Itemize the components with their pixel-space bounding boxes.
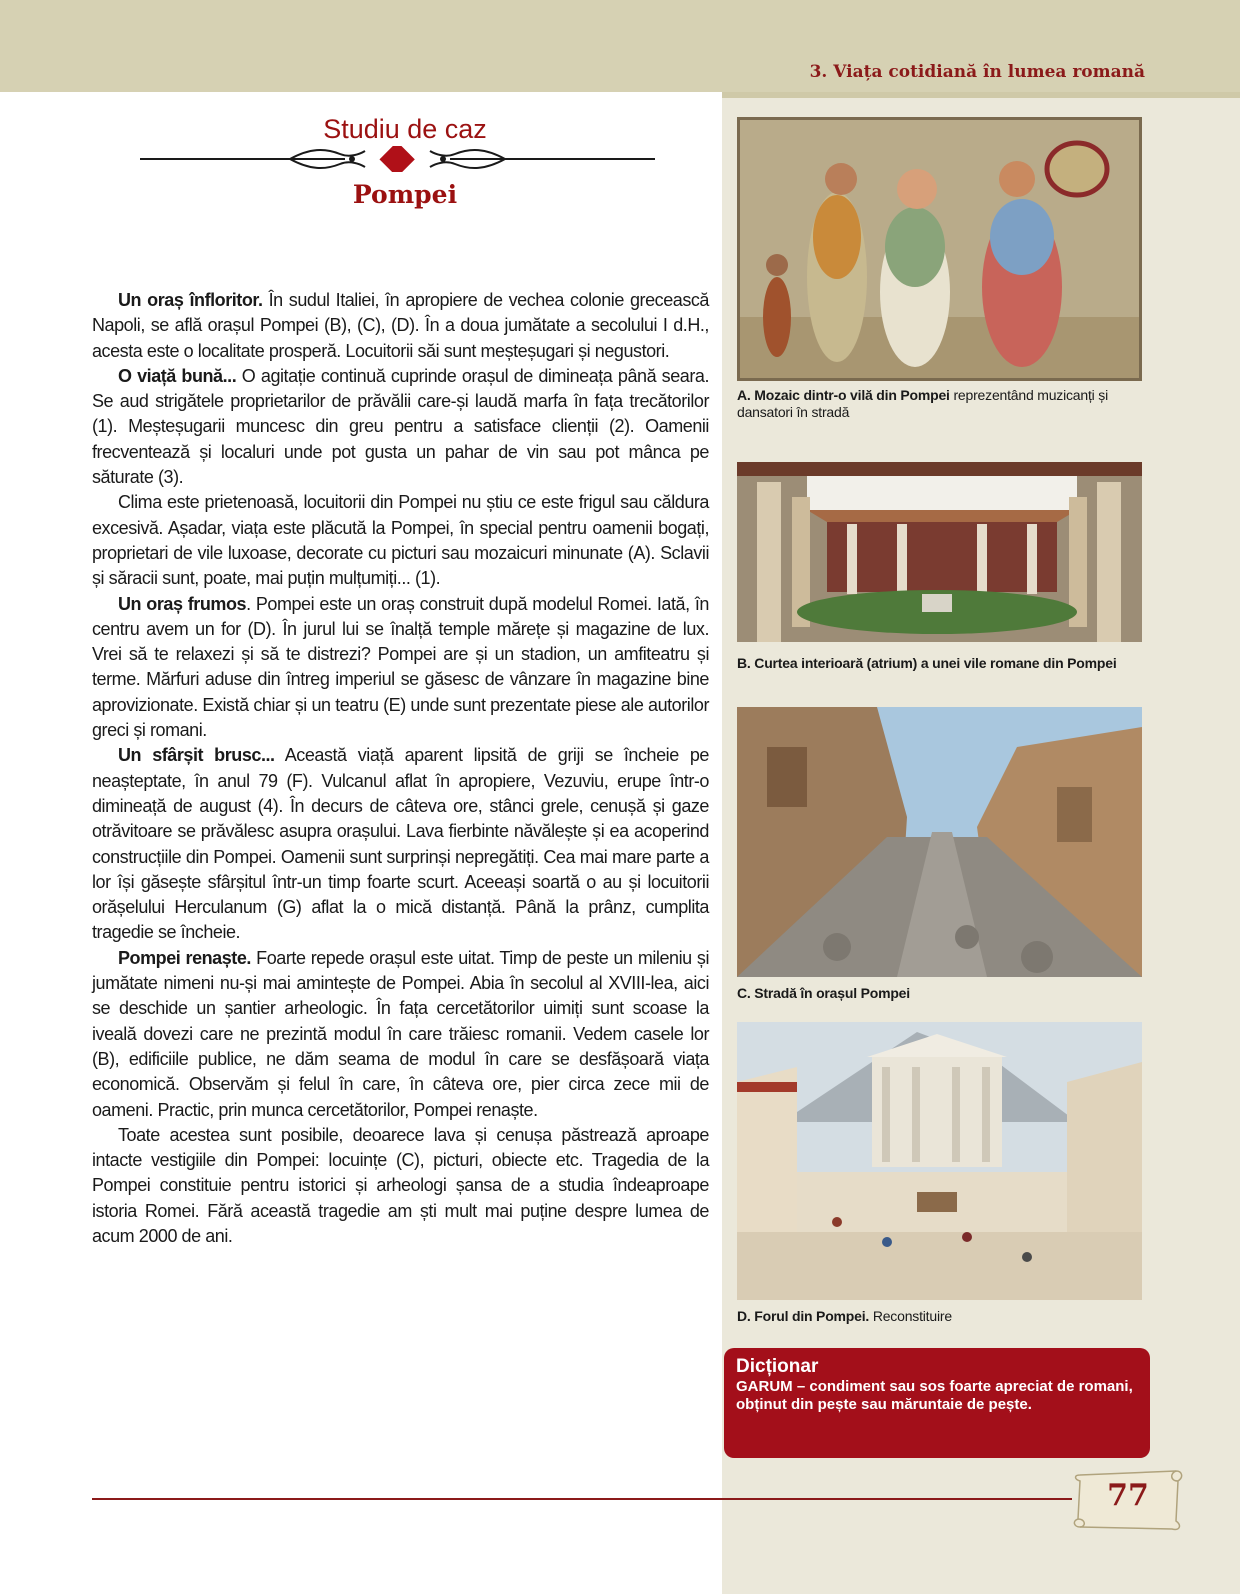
atrium-image [737,462,1142,642]
paragraph: Un oraș înfloritor. În sudul Italiei, în apropiere de vechea colonie grecească Napoli, se află orașul Pompei (B), (C), (D). În a doua jumătate a secolului I d.H., acesta este o localitate prosperă. Locuitorii săi sunt meșteșugari și negustori. [92,290,709,361]
dictionary-title: Dicționar [736,1356,819,1377]
ornament-divider-icon [140,146,655,172]
mosaic-image [737,117,1142,381]
paragraph: Clima este prietenoasă, locuitorii din Pompei nu știu ce este frigul sau căldura excesivă. Așadar, viața este plăcută la Pompei, în special pentru oamenii bogați, proprietari de vile luxoase, decorate cu picturi sau mozaicuri minunate (A). Sclavii și săracii sunt, poate, mai puțin mulțumiți... (1). [92,492,709,589]
page-number: 77 [1107,1478,1149,1513]
figure-caption-a: A. Mozaic dintr-o vilă din Pompei reprezentând muzicanți și dansatori în stradă [737,387,1108,420]
dictionary-box [724,1348,1150,1458]
case-study-label: Studiu de caz [323,114,487,144]
figure-caption-b: B. Curtea interioară (atrium) a unei vile romane din Pompei [737,655,1117,671]
street-image [737,707,1142,977]
paragraph: O viață bună... O agitație continuă cuprinde orașul de dimineața până seara. Se aud strigătele proprietarilor de prăvălii care-și laudă marfa în fața trecătorilor (1). Meșteșugarii muncesc din greu pentru a satisface clienții (2). Oamenii frecventează și localuri unde pot gusta un pahar de vin sau pot mânca pe săturate (3). [92,365,710,488]
paragraph: Toate acestea sunt posibile, deoarece lava și cenușa păstrează aproape intacte vestigiile din Pompei: locuințe (C), picturi, obiecte etc. Tragedia de la Pompei constituie pentru istorici și arheologi șansa de a studia îndeaproape istoria Romei. Fără această tragedie am ști mult mai puține despre lumea de acum 2000 de ani. [92,1124,709,1246]
chapter-title: 3. Viața cotidiană în lumea romană [809,62,1145,82]
figure-caption-d: D. Forul din Pompei. Reconstituire [737,1308,952,1324]
paragraph: Un sfârșit brusc... Această viață aparent lipsită de griji se încheie pe neașteptate, în anul 79 (F). Vulcanul aflat în apropiere, Vezuviu, erupe într-o dimineață de august (4). În decurs de câteva ore, stânci grele, cenușă și gaze otrăvitoare se prăvălesc asupra orașului. Lava fierbinte năvălește și ea acoperind construcțiile din Pompei. Oamenii sunt surprinși nepregătiți. Cea mai mare parte a lor își găsește sfârșitul într-un timp foarte scurt. Aceeași soartă o au și locuitorii orășelului Herculanum (G) aflat la o mică distanță. Până la prânz, cumplita tragedie se încheie. [92,745,709,943]
paragraph: Pompei renaște. Foarte repede orașul este uitat. Timp de peste un mileniu și jumătate nimeni nu-și mai amintește de Pompei. Abia în secolul al XVIII-lea, aici se deschide un șantier arheologic. În fața cercetătorilor uimiți sunt scoase la iveală dovezi care ne prezintă modul în care trăiesc romanii. Vedem casele lor (B), edificiile publice, ne dăm seama de modul în care se desfășoară viața economică. Observăm și felul în care, în câteva ore, pier circa zece mii de oameni. Practic, prin munca cercetătorilor, Pompei renaște. [92,947,709,1120]
footer-divider [92,1498,1072,1500]
forum-image [737,1022,1142,1300]
dictionary-entry: GARUM – condiment sau sos foarte apreciat de romani, obținut din pește sau măruntaie de pește. [736,1378,1133,1413]
case-study-title: Pompei [352,180,458,209]
main-text [92,288,709,1249]
paragraph: Un oraș frumos. Pompei este un oraș construit după modelul Romei. Iată, în centru avem un for (D). În jurul lui se înalță temple mărețe și magazine de lux. Vrei să te relaxezi și să te distrezi? Pompei are și un stadion, un amfiteatru și terme. Mărfuri aduse din întreg imperiul se găsesc de vânzare în magazine bine aprovizionate. Există chiar și un teatru (E) unde sunt prezentate piese ale autorilor greci și romani. [92,593,709,741]
figure-caption-c: C. Stradă în orașul Pompei [737,985,910,1001]
